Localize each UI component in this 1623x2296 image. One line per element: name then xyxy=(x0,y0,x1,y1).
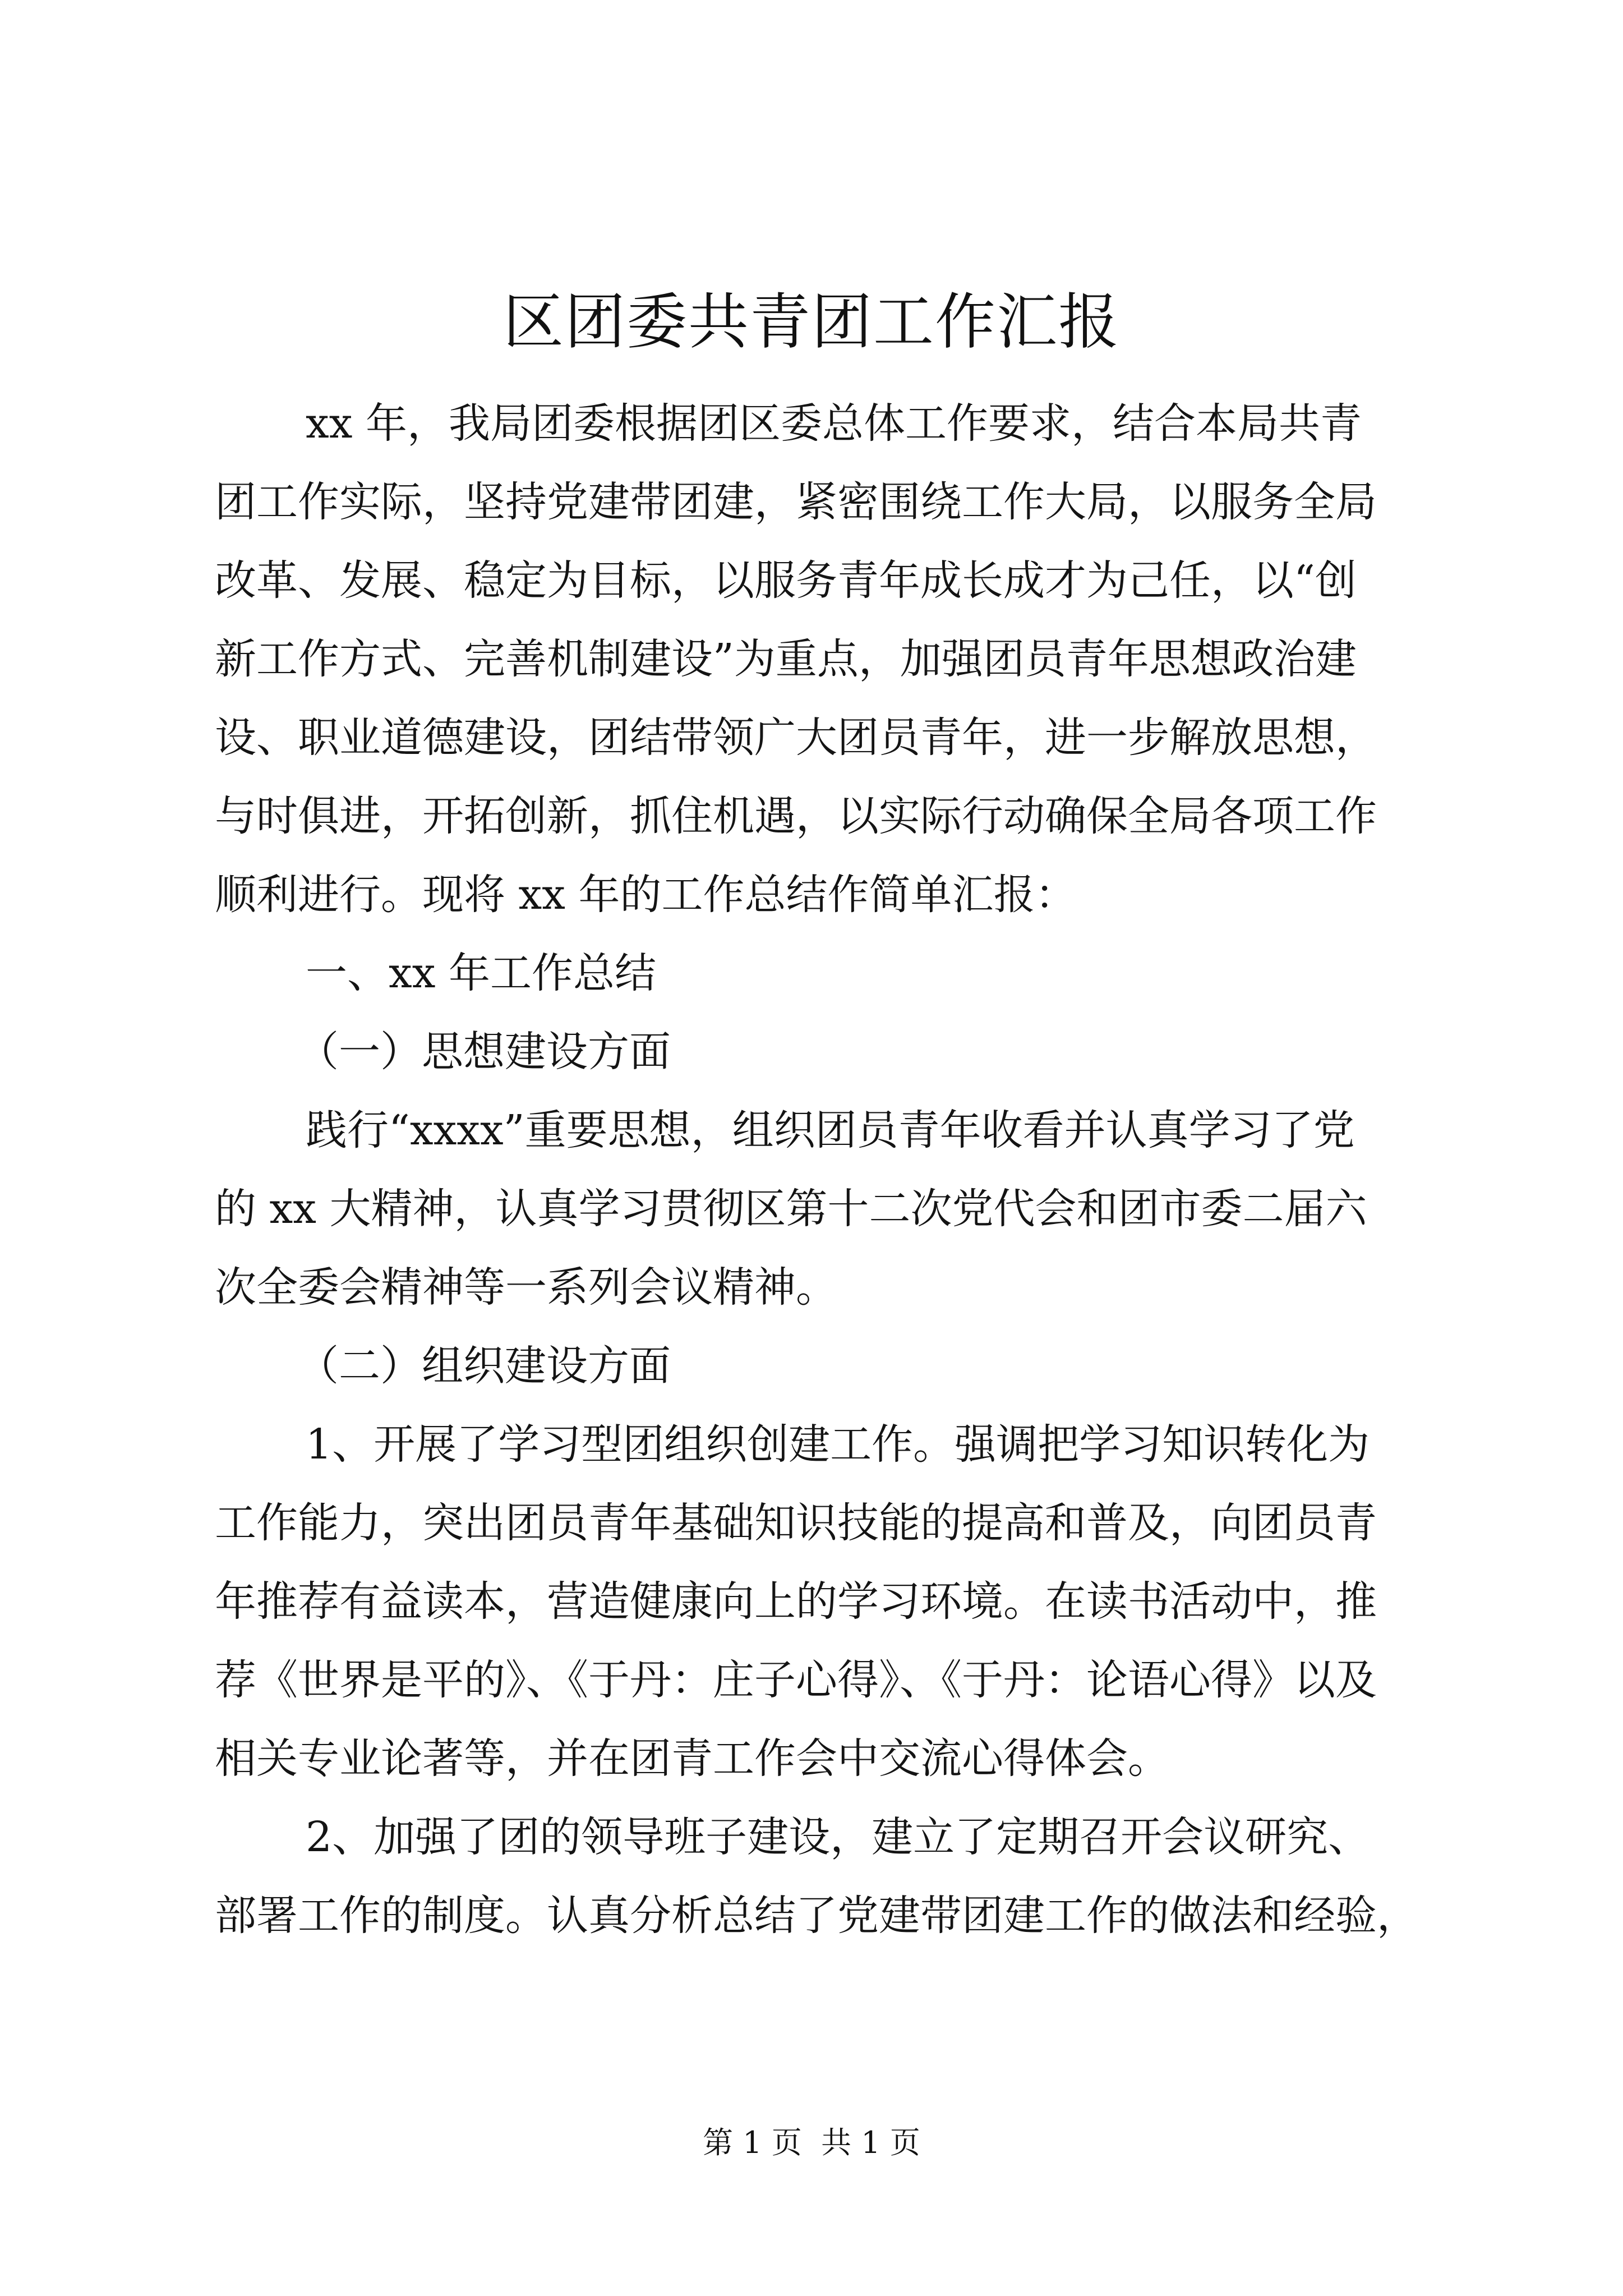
body-line: 次全委会精神等一系列会议精神。 xyxy=(215,1263,837,1312)
body-line: 2、加强了团的领导班子建设，建立了定期召开会议研究、 xyxy=(306,1813,1370,1861)
body-line: 荐《世界是平的》、《于丹：庄子心得》、《于丹：论语心得》以及 xyxy=(215,1656,1377,1704)
body-line: 新工作方式、完善机制建设”为重点，加强团员青年思想政治建 xyxy=(215,635,1357,683)
document-title: 区团委共青团工作汇报 xyxy=(502,287,1120,357)
page-number-footer: 第 1 页 共 1 页 xyxy=(703,2125,920,2160)
body-line: 设、职业道德建设，团结带领广大团员青年，进一步解放思想， xyxy=(215,714,1377,762)
section-heading: 一、xx 年工作总结 xyxy=(306,949,656,997)
subsection-heading: （二）组织建设方面 xyxy=(297,1342,671,1390)
body-line: 团工作实际，坚持党建带团建，紧密围绕工作大局，以服务全局 xyxy=(215,478,1377,526)
body-line: 践行“xxxx”重要思想，组织团员青年收看并认真学习了党 xyxy=(306,1106,1355,1154)
body-line: 与时俱进，开拓创新，抓住机遇，以实际行动确保全局各项工作 xyxy=(215,792,1377,840)
body-line: 部署工作的制度。认真分析总结了党建带团建工作的做法和经验， xyxy=(215,1892,1418,1940)
subsection-heading: （一）思想建设方面 xyxy=(297,1028,671,1076)
body-line: 的 xx 大精神，认真学习贯彻区第十二次党代会和团市委二届六 xyxy=(215,1185,1367,1233)
body-line: 相关专业论著等，并在团青工作会中交流心得体会。 xyxy=(215,1734,1169,1783)
body-line: 改革、发展、稳定为目标，以服务青年成长成才为己任，以“创 xyxy=(215,556,1357,605)
body-line: 年推荐有益读本，营造健康向上的学习环境。在读书活动中，推 xyxy=(215,1577,1377,1626)
body-line: 1、开展了学习型团组织创建工作。强调把学习知识转化为 xyxy=(306,1420,1370,1469)
body-line: xx 年，我局团委根据团区委总体工作要求，结合本局共青 xyxy=(306,399,1362,448)
body-line: 顺利进行。现将 xx 年的工作总结作简单汇报： xyxy=(215,871,1077,919)
body-line: 工作能力，突出团员青年基础知识技能的提高和普及，向团员青 xyxy=(215,1499,1377,1547)
